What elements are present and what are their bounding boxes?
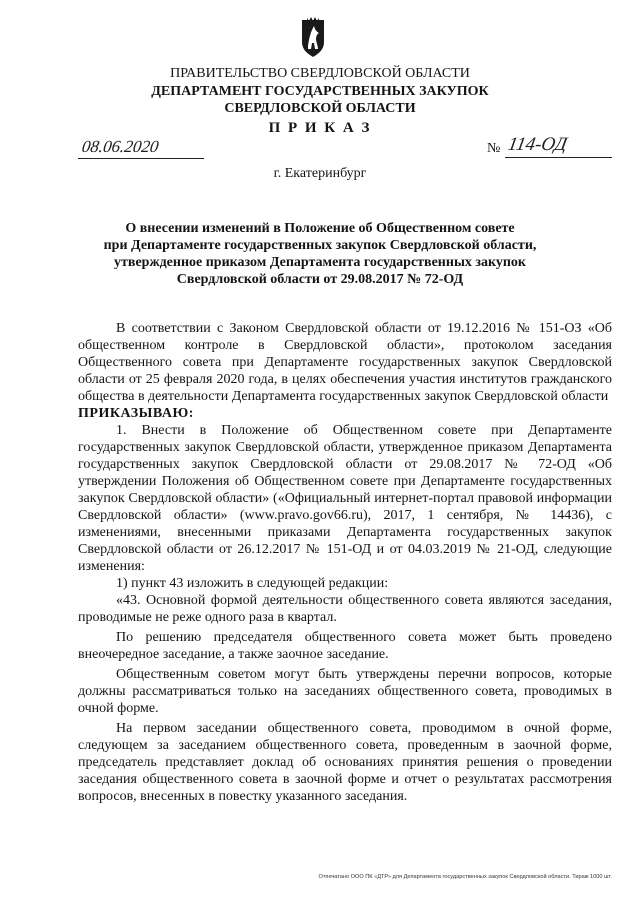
title-line1: О внесении изменений в Положение об Общественном совете xyxy=(125,221,515,236)
title-line3: утвержденное приказом Департамента государственных закупок xyxy=(114,255,526,270)
department-name-line2: СВЕРДЛОВСКОЙ ОБЛАСТИ xyxy=(224,101,416,116)
document-type: П Р И К А З xyxy=(268,120,372,136)
command-heading: ПРИКАЗЫВАЮ: xyxy=(78,406,194,421)
government-name: ПРАВИТЕЛЬСТВО СВЕРДЛОВСКОЙ ОБЛАСТИ xyxy=(170,66,470,81)
order-date: 08.06.2020 xyxy=(80,137,160,156)
order-number: 114-ОД xyxy=(506,134,569,155)
quote-paragraph-4: На первом заседании общественного совета, проводимом в очной форме, следующем за заседанием общественного совета, проведенным в заочной форме, председатель представляет доклад об основаниях принятия решения о проведении заседания общественного совета в заочной форме и отчет о результатах рассмотрения вопросов, внесенных в повестку указанного заседания. xyxy=(78,721,612,804)
quote-paragraph-3: Общественным советом могут быть утверждены перечни вопросов, которые должны рассматриваться только на заседаниях общественного совета, проводимых в очной форме. xyxy=(78,667,612,716)
department-name xyxy=(0,83,640,117)
coat-of-arms-icon xyxy=(300,16,326,58)
number-underline xyxy=(505,157,612,158)
subitem-1-paragraph: 1) пункт 43 изложить в следующей редакции: xyxy=(116,576,389,591)
item-1-paragraph: 1. Внести в Положение об Общественном совете при Департаменте государственных закупок Свердловской области, утвержденное приказом Департамента государственных закупок Свердловской области от 29.08.2017 № 72-ОД «Об утверждении Положения об Общественном совете при Департаменте государственных закупок Свердловской области» («Официальный интернет-портал правовой информации Свердловской области» (www.pravo.gov66.ru), 2017, 1 сентября, № 14436), с изменениями, внесенными приказами Департамента государственных закупок Свердловской области от 26.12.2017 № 151-ОД и от 04.03.2019 № 21-ОД, следующие изменения: xyxy=(78,423,612,574)
title-line4: Свердловской области от 29.08.2017 № 72-ОД xyxy=(176,272,464,287)
number-sign: № xyxy=(487,141,501,156)
quote-paragraph-1: «43. Основной формой деятельности общественного совета являются заседания, проводимые не реже одного раза в квартал. xyxy=(78,593,612,625)
document-title xyxy=(0,220,640,288)
quote-paragraph-2: По решению председателя общественного совета может быть проведено внеочередное заседание, а также заочное заседание. xyxy=(78,630,612,662)
print-footer: Отпечатано ООО ПК «ДТР» для Департамента государственных закупок Свердловской области. Тираж 1000 шт. xyxy=(318,874,612,880)
preamble-paragraph: В соответствии с Законом Свердловской области от 19.12.2016 № 151-ОЗ «Об общественном контроле в Свердловской области», протоколом заседания Общественного совета при Департаменте государственных закупок Свердловской области от 25 февраля 2020 года, в целях обеспечения участия институтов гражданского общества в деятельности Департамента государственных закупок Свердловской области xyxy=(78,321,612,404)
title-line2: при Департаменте государственных закупок Свердловской области, xyxy=(103,238,537,253)
department-name-line1: ДЕПАРТАМЕНТ ГОСУДАРСТВЕННЫХ ЗАКУПОК xyxy=(151,84,489,99)
document-body xyxy=(78,320,612,805)
city: г. Екатеринбург xyxy=(273,166,367,181)
date-underline xyxy=(78,158,204,159)
